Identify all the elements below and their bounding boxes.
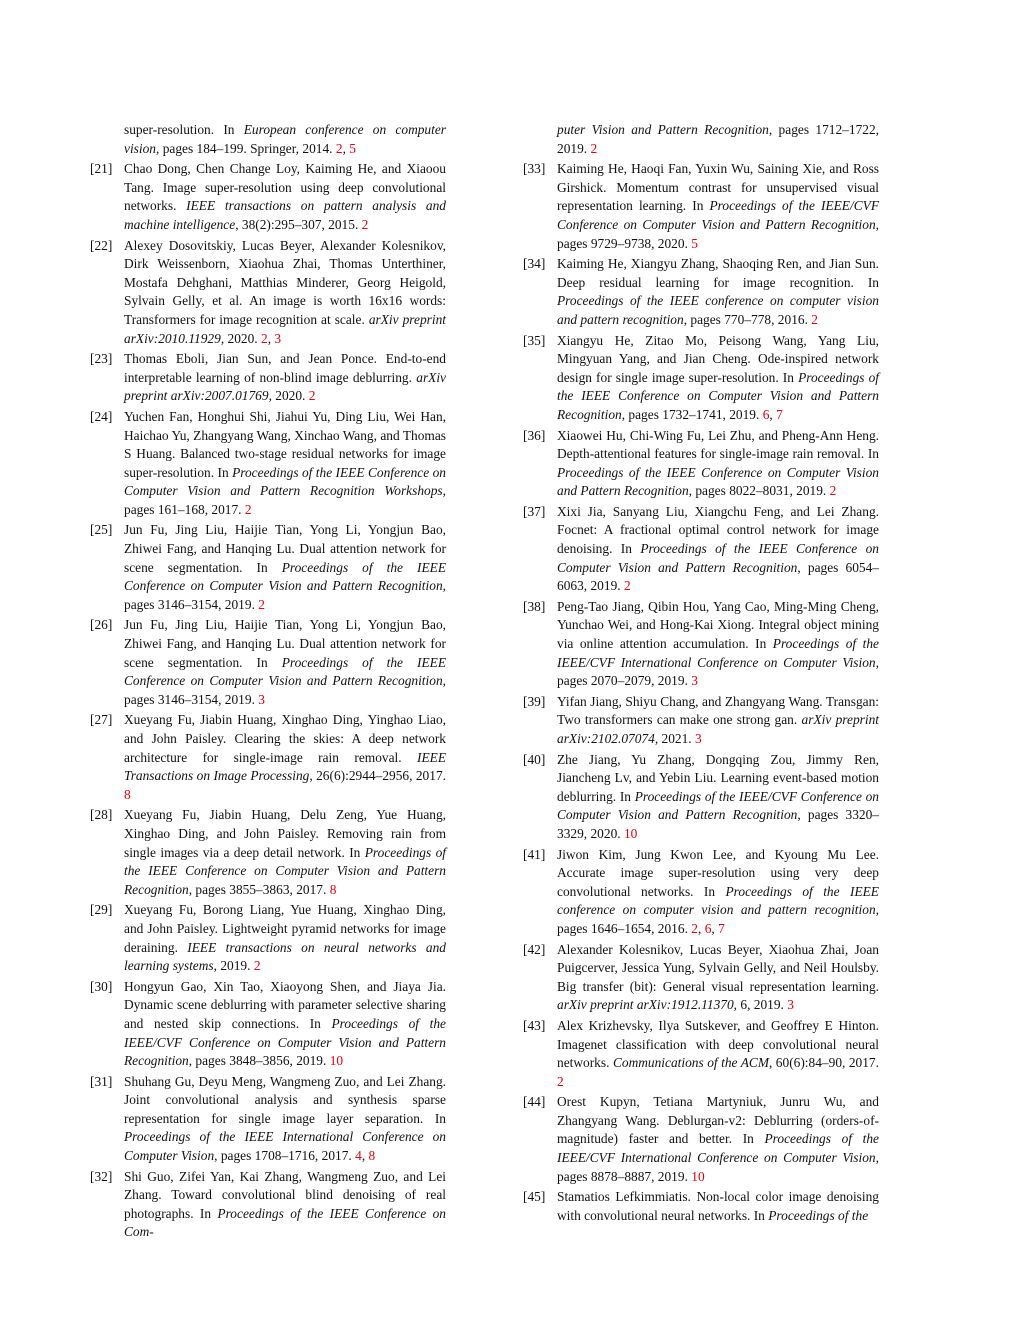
reference-continuation bbox=[90, 121, 446, 158]
reference-entry bbox=[90, 237, 446, 349]
references-right-column bbox=[523, 121, 879, 1227]
reference-number: [22] bbox=[90, 237, 113, 253]
page-backlink[interactable]: 8 bbox=[124, 786, 131, 802]
reference-text: , pages 1646–1654, 2016. bbox=[557, 902, 879, 936]
reference-entry bbox=[523, 846, 879, 939]
reference-number: [27] bbox=[90, 712, 113, 728]
reference-entry bbox=[523, 332, 879, 425]
page-backlink[interactable]: 3 bbox=[274, 330, 282, 346]
venue-text: arXiv preprint arXiv:1912.11370 bbox=[557, 997, 734, 1013]
reference-entry bbox=[523, 160, 879, 253]
venue-text: Proceedings of the IEEE/CVF Conference on Computer Vision and Pattern Recognition bbox=[124, 1015, 446, 1069]
reference-text: Jun Fu, Jing Liu, Haijie Tian, Yong Li, Yongjun Bao, Zhiwei Fang, and Hanqing Lu. Dual attention network for scene segmentation. In bbox=[124, 617, 446, 670]
page-backlink[interactable]: 2 bbox=[261, 330, 268, 346]
reference-text: , 2020. bbox=[268, 388, 309, 404]
venue-text: puter Vision and Pattern Recognition bbox=[557, 122, 769, 137]
venue-text: European conference on computer vision bbox=[124, 122, 446, 156]
reference-text: , 2020. bbox=[220, 330, 261, 346]
reference-text: , pages 1732–1741, 2019. bbox=[621, 406, 763, 422]
reference-text: , 2019. bbox=[213, 958, 254, 974]
reference-entry bbox=[523, 1093, 879, 1186]
venue-text: IEEE transactions on pattern analysis and machine intelligence bbox=[124, 198, 446, 232]
venue-text: Proceedings of the IEEE Conference on Computer Vision and Pattern Recognition bbox=[557, 541, 879, 575]
page-backlink[interactable]: 7 bbox=[776, 406, 783, 422]
page-backlink[interactable]: 2 bbox=[361, 216, 369, 232]
reference-entry bbox=[523, 1017, 879, 1091]
venue-text: Communications of the ACM bbox=[612, 1055, 769, 1071]
page-backlink[interactable]: 3 bbox=[691, 673, 698, 689]
reference-number: [45] bbox=[523, 1189, 546, 1205]
reference-text: Xueyang Fu, Borong Liang, Yue Huang, Xinghao Ding, and John Paisley. Lightweight pyramid networks for image deraining. bbox=[124, 902, 446, 955]
reference-text: , pages 161–168, 2017. bbox=[124, 483, 446, 517]
page-backlink[interactable]: 3 bbox=[787, 997, 794, 1013]
reference-number: [31] bbox=[90, 1073, 113, 1089]
reference-entry bbox=[90, 521, 446, 614]
reference-text: Xiangyu He, Zitao Mo, Peisong Wang, Yang Liu, Mingyuan Yang, and Jian Cheng. Ode-inspired network design for single image super-resolution. In bbox=[557, 332, 879, 385]
reference-entry bbox=[90, 1168, 446, 1242]
reference-entry bbox=[90, 160, 446, 234]
page-backlink[interactable]: 8 bbox=[329, 881, 337, 897]
page-backlink[interactable]: 10 bbox=[691, 1168, 705, 1184]
venue-text: Proceedings of the IEEE Conference on Computer Vision and Pattern Recognition Workshops bbox=[124, 464, 446, 499]
reference-number: [34] bbox=[523, 256, 546, 272]
page-backlink[interactable]: 5 bbox=[691, 235, 698, 251]
reference-text: Jun Fu, Jing Liu, Haijie Tian, Yong Li, Yongjun Bao, Zhiwei Fang, and Hanqing Lu. Dual attention network for scene segmentation. In bbox=[124, 522, 446, 575]
reference-number: [24] bbox=[90, 408, 113, 424]
page-backlink[interactable]: 6 bbox=[762, 406, 770, 422]
reference-text: Hongyun Gao, Xin Tao, Xiaoyong Shen, and Jiaya Jia. Dynamic scene deblurring with parameter selective sharing and nested skip connections. In bbox=[124, 978, 446, 1031]
reference-text: Xixi Jia, Sanyang Liu, Xiangchu Feng, and Lei Zhang. Focnet: A fractional optimal control network for image denoising. In bbox=[557, 503, 879, 557]
reference-text: , pages 184–199. Springer, 2014. bbox=[156, 140, 336, 156]
reference-entry bbox=[90, 1073, 446, 1166]
reference-text: , pages 3848–3856, 2019. bbox=[188, 1053, 330, 1069]
reference-text: , bbox=[267, 330, 275, 346]
page-backlink[interactable]: 2 bbox=[308, 388, 316, 404]
page-backlink[interactable]: 2 bbox=[691, 920, 698, 936]
reference-text: , 38(2):295–307, 2015. bbox=[235, 216, 362, 232]
reference-text: , 26(6):2944–2956, 2017. bbox=[309, 768, 446, 784]
venue-text: IEEE Transactions on Image Processing bbox=[124, 749, 446, 784]
reference-text: Peng-Tao Jiang, Qibin Hou, Yang Cao, Ming-Ming Cheng, Yunchao Wei, and Hong-Kai Xiong. Integral object mining via online attention accumulation. In bbox=[557, 598, 879, 652]
page-backlink[interactable]: 2 bbox=[811, 311, 818, 327]
reference-text: Jiwon Kim, Jung Kwon Lee, and Kyoung Mu Lee. Accurate image super-resolution using very deep convolutional networks. In bbox=[557, 846, 879, 899]
reference-text: , pages 8878–8887, 2019. bbox=[557, 1150, 879, 1184]
reference-text: , pages 3320–3329, 2020. bbox=[557, 807, 879, 841]
reference-text: Zhe Jiang, Yu Zhang, Dongqing Zou, Jimmy Ren, Jiancheng Lv, and Yebin Liu. Learning event-based motion deblurring. In bbox=[557, 751, 879, 804]
reference-text: Stamatios Lefkimmiatis. Non-local color image denoising with convolutional neural networks. In bbox=[557, 1189, 879, 1223]
reference-number: [23] bbox=[90, 351, 113, 367]
page-backlink[interactable]: 10 bbox=[329, 1053, 344, 1069]
reference-text: Alex Krizhevsky, Ilya Sutskever, and Geoffrey E Hinton. Imagenet classification with deep convolutional neural networks. bbox=[557, 1017, 879, 1071]
reference-continuation bbox=[523, 121, 879, 158]
venue-text: Proceedings of the IEEE Conference on Computer Vision and Pattern Recognition bbox=[124, 844, 446, 897]
reference-number: [30] bbox=[90, 978, 113, 994]
reference-text: , 6, 2019. bbox=[733, 997, 788, 1013]
reference-entry bbox=[523, 255, 879, 329]
reference-text: , bbox=[711, 920, 719, 936]
page-backlink[interactable]: 10 bbox=[623, 825, 638, 841]
reference-text: Thomas Eboli, Jian Sun, and Jean Ponce. End-to-end interpretable learning of non-blind image deblurring. bbox=[124, 351, 446, 385]
page-backlink[interactable]: 5 bbox=[349, 140, 356, 156]
reference-entry bbox=[90, 978, 446, 1071]
page-backlink[interactable]: 4 bbox=[355, 1148, 362, 1164]
reference-text: , pages 9729–9738, 2020. bbox=[557, 216, 879, 251]
venue-text: Proceedings of the IEEE/CVF International Conference on Computer Vision bbox=[557, 636, 879, 670]
reference-text: , pages 1708–1716, 2017. bbox=[214, 1148, 356, 1164]
reference-number: [35] bbox=[523, 332, 546, 348]
reference-text: Kaiming He, Xiangyu Zhang, Shaoqing Ren, and Jian Sun. Deep residual learning for image recognition. In bbox=[557, 256, 879, 290]
reference-text: Alexander Kolesnikov, Lucas Beyer, Xiaohua Zhai, Joan Puigcerver, Jessica Yung, Sylvain Gelly, and Neil Houlsby. Big transfer (bit): General visual representation learning. bbox=[557, 941, 879, 994]
reference-text: , pages 6054–6063, 2019. bbox=[557, 559, 879, 594]
reference-text: , pages 3855–3863, 2017. bbox=[188, 881, 330, 897]
reference-number: [33] bbox=[523, 161, 546, 177]
reference-text: , pages 1712–1722, 2019. bbox=[557, 122, 880, 156]
page-backlink[interactable]: 8 bbox=[368, 1148, 376, 1164]
reference-text: Chao Dong, Chen Change Loy, Kaiming He, and Xiaoou Tang. Image super-resolution using deep convolutional networks. bbox=[124, 161, 446, 214]
page-backlink[interactable]: 2 bbox=[258, 596, 265, 612]
venue-text: Proceedings of the IEEE conference on computer vision and pattern recognition bbox=[557, 293, 879, 327]
page-backlink[interactable]: 3 bbox=[258, 691, 265, 707]
page-backlink[interactable]: 6 bbox=[704, 920, 712, 936]
venue-text: Proceedings of the IEEE/CVF Conference on Computer Vision and Pattern Recognition bbox=[557, 788, 880, 823]
reference-number: [38] bbox=[523, 598, 546, 614]
reference-number: [25] bbox=[90, 522, 113, 538]
page-backlink[interactable]: 2 bbox=[253, 958, 261, 974]
reference-text: , bbox=[769, 406, 777, 422]
venue-text: arXiv preprint arXiv:2010.11929 bbox=[124, 311, 446, 346]
page-backlink[interactable]: 2 bbox=[623, 578, 631, 594]
reference-text: Xueyang Fu, Jiabin Huang, Xinghao Ding, Yinghao Liao, and John Paisley. Clearing the skies: A deep network architecture for single-image rain removal. bbox=[124, 712, 446, 765]
reference-number: [39] bbox=[523, 693, 546, 709]
venue-text: IEEE transactions on neural networks and learning systems bbox=[124, 939, 446, 974]
reference-number: [42] bbox=[523, 941, 546, 957]
reference-text: Xiaowei Hu, Chi-Wing Fu, Lei Zhu, and Pheng-Ann Heng. Depth-attentional features for single-image rain removal. In bbox=[557, 427, 879, 462]
reference-text: , bbox=[697, 920, 705, 936]
page-backlink[interactable]: 7 bbox=[718, 920, 725, 936]
reference-text: super-resolution. In bbox=[124, 122, 244, 137]
reference-entry bbox=[523, 1188, 879, 1225]
reference-text: Shi Guo, Zifei Yan, Kai Zhang, Wangmeng Zuo, and Lei Zhang. Toward convolutional blind denoising of real photographs. In bbox=[124, 1168, 446, 1221]
reference-text: Alexey Dosovitskiy, Lucas Beyer, Alexander Kolesnikov, Dirk Weissenborn, Xiaohua Zhai, Thomas Unterthiner, Mostafa Dehghani, Matthias Minderer, Georg Heigold, Sylvain Gelly, et al. An image is worth 16x16 words: Transformers for image recognition at scale. bbox=[124, 237, 446, 327]
reference-text: , pages 3146–3154, 2019. bbox=[124, 673, 446, 707]
venue-text: Proceedings of the IEEE Conference on Computer Vision and Pattern Recognition bbox=[124, 559, 446, 594]
reference-text: , bbox=[342, 140, 350, 156]
venue-text: Proceedings of the bbox=[768, 1207, 869, 1223]
reference-number: [32] bbox=[90, 1168, 113, 1184]
reference-text: Yifan Jiang, Shiyu Chang, and Zhangyang Wang. Transgan: Two transformers can make one strong gan. bbox=[557, 693, 879, 728]
references-left-column bbox=[90, 121, 446, 1244]
page-backlink[interactable]: 2 bbox=[590, 140, 598, 156]
reference-number: [44] bbox=[523, 1094, 546, 1110]
reference-number: [36] bbox=[523, 427, 546, 443]
reference-text: , 60(6):84–90, 2017. bbox=[768, 1055, 879, 1071]
page-backlink[interactable]: 3 bbox=[695, 731, 702, 746]
reference-entry bbox=[90, 616, 446, 709]
venue-text: arXiv preprint arXiv:2102.07074 bbox=[557, 712, 879, 746]
page-backlink[interactable]: 2 bbox=[244, 501, 252, 517]
reference-entry bbox=[90, 806, 446, 899]
venue-text: Proceedings of the IEEE Conference on Computer Vision and Pattern Recognition bbox=[557, 464, 879, 499]
venue-text: Proceedings of the IEEE International Conference on Computer Vision bbox=[124, 1129, 446, 1164]
reference-text: , pages 770–778, 2016. bbox=[683, 311, 812, 327]
reference-text: , bbox=[361, 1148, 369, 1164]
reference-number: [41] bbox=[523, 846, 546, 862]
reference-text: , 2021. bbox=[654, 731, 695, 746]
reference-number: [43] bbox=[523, 1017, 546, 1033]
reference-text: Orest Kupyn, Tetiana Martyniuk, Junru Wu, and Zhangyang Wang. Deblurgan-v2: Deblurring (orders-of-magnitude) faster and better. In bbox=[557, 1094, 879, 1147]
reference-number: [21] bbox=[90, 161, 113, 177]
reference-number: [26] bbox=[90, 617, 113, 633]
reference-entry bbox=[523, 693, 879, 749]
reference-entry bbox=[90, 711, 446, 804]
reference-text: Kaiming He, Haoqi Fan, Yuxin Wu, Saining Xie, and Ross Girshick. Momentum contrast for unsupervised visual representation learning. In bbox=[557, 161, 879, 214]
reference-entry bbox=[523, 598, 879, 691]
page-backlink[interactable]: 2 bbox=[829, 483, 837, 499]
reference-entry bbox=[523, 427, 879, 501]
page-backlink[interactable]: 2 bbox=[335, 140, 343, 156]
reference-entry bbox=[523, 503, 879, 596]
reference-entry bbox=[90, 408, 446, 520]
reference-entry bbox=[90, 350, 446, 406]
reference-text: Yuchen Fan, Honghui Shi, Jiahui Yu, Ding Liu, Wei Han, Haichao Yu, Zhangyang Wang, Xinchao Wang, and Thomas S Huang. Balanced two-stage residual networks for image super-resolution. In bbox=[124, 408, 446, 480]
reference-text: Xueyang Fu, Jiabin Huang, Delu Zeng, Yue Huang, Xinghao Ding, and John Paisley. Removing rain from single images via a deep detail network. In bbox=[124, 807, 446, 860]
reference-number: [37] bbox=[523, 503, 546, 519]
reference-number: [40] bbox=[523, 751, 546, 767]
reference-entry bbox=[523, 751, 879, 844]
reference-entry bbox=[90, 901, 446, 975]
venue-text: Proceedings of the IEEE/CVF International Conference on Computer Vision bbox=[557, 1131, 879, 1166]
reference-entry bbox=[523, 941, 879, 1015]
venue-text: Proceedings of the IEEE/CVF Conference on Computer Vision and Pattern Recognition bbox=[557, 198, 879, 232]
reference-text: , pages 8022–8031, 2019. bbox=[688, 483, 830, 499]
reference-number: [29] bbox=[90, 902, 113, 918]
venue-text: Proceedings of the IEEE conference on computer vision and pattern recognition bbox=[557, 883, 879, 918]
venue-text: Proceedings of the IEEE Conference on Com- bbox=[124, 1205, 446, 1240]
venue-text: Proceedings of the IEEE Conference on Computer Vision and Pattern Recognition bbox=[124, 654, 446, 689]
page-backlink[interactable]: 2 bbox=[557, 1073, 564, 1089]
reference-text: , pages 3146–3154, 2019. bbox=[124, 578, 446, 612]
venue-text: Proceedings of the IEEE Conference on Computer Vision and Pattern Recognition bbox=[557, 369, 880, 422]
reference-text: Shuhang Gu, Deyu Meng, Wangmeng Zuo, and Lei Zhang. Joint convolutional analysis and synthesis sparse representation for single image layer separation. In bbox=[124, 1073, 446, 1126]
reference-number: [28] bbox=[90, 807, 113, 823]
reference-text: , pages 2070–2079, 2019. bbox=[557, 654, 879, 689]
venue-text: arXiv preprint arXiv:2007.01769 bbox=[124, 369, 446, 404]
